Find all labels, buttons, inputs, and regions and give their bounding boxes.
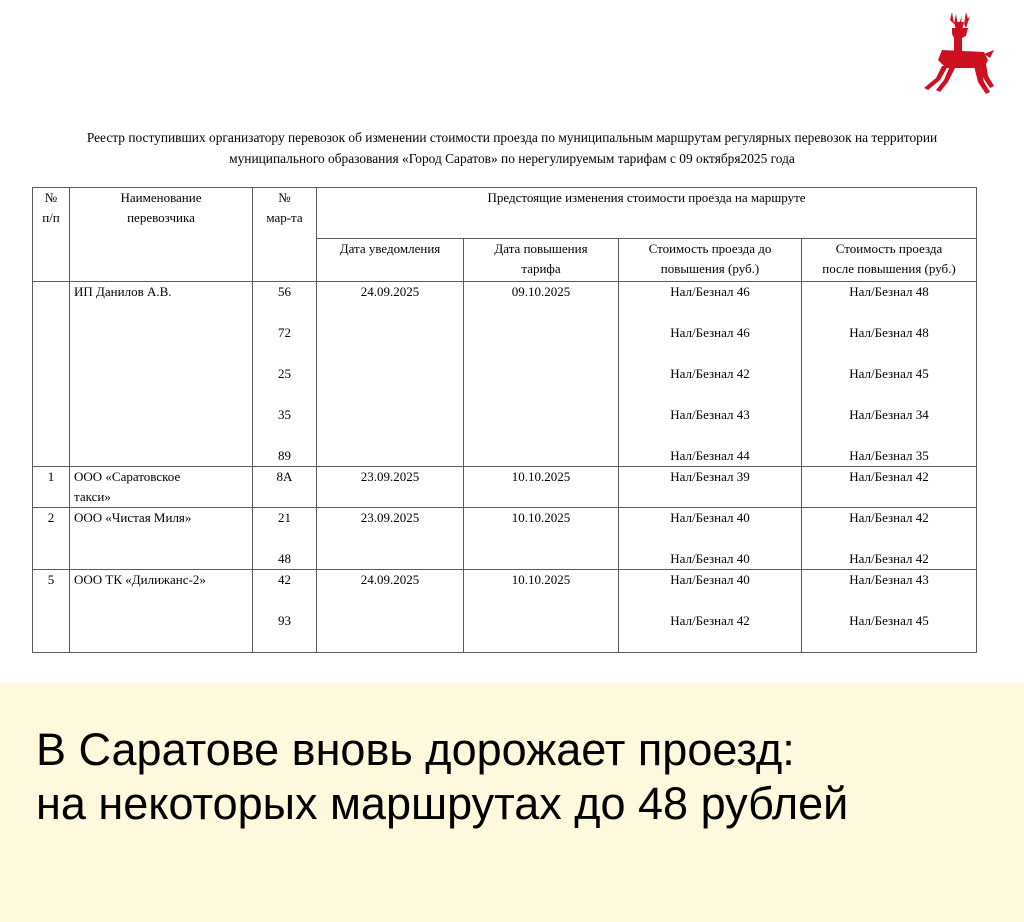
row-notice-date: 24.09.2025 (317, 570, 464, 653)
row-price-before: Нал/Безнал 39 (619, 467, 802, 508)
row-num: 2 (33, 508, 70, 570)
row-notice-date: 23.09.2025 (317, 467, 464, 508)
row-carrier: ООО «Чистая Миля» (70, 508, 253, 570)
row-num (33, 282, 70, 467)
header-price-before: Стоимость проезда до повышения (руб.) (619, 239, 802, 282)
row-carrier: ИП Данилов А.В. (70, 282, 253, 467)
table-row (33, 282, 977, 467)
carrier-registry-table (32, 187, 977, 653)
row-price-before: Нал/Безнал 40 Нал/Безнал 40 (619, 508, 802, 570)
document-title-line1: Реестр поступивших организатору перевозок об изменении стоимости проезда по муниципальным маршрутам регулярных перевозок на территории (86, 130, 938, 145)
headline-line1: В Саратове вновь дорожает проезд: (36, 724, 795, 775)
headline (36, 723, 848, 831)
deer-emblem-icon (918, 10, 996, 94)
row-carrier: ООО ТК «Дилижанс-2» (70, 570, 253, 653)
row-notice-date: 23.09.2025 (317, 508, 464, 570)
table-row (33, 508, 977, 570)
row-raise-date: 10.10.2025 (464, 508, 619, 570)
header-notice-date: Дата уведомления (317, 239, 464, 282)
row-routes: 8А (253, 467, 317, 508)
row-routes: 21 48 (253, 508, 317, 570)
row-notice-date: 24.09.2025 (317, 282, 464, 467)
row-price-after: Нал/Безнал 42 Нал/Безнал 42 (802, 508, 977, 570)
row-price-after: Нал/Безнал 43 Нал/Безнал 45 (802, 570, 977, 653)
row-raise-date: 10.10.2025 (464, 467, 619, 508)
header-route: № мар-та (253, 188, 317, 282)
row-price-before: Нал/Безнал 46 Нал/Безнал 46 Нал/Безнал 42 Нал/Безнал 43 Нал/Безнал 44 (619, 282, 802, 467)
row-carrier: ООО «Саратовское такси» (70, 467, 253, 508)
table-row (33, 570, 977, 653)
document-title (0, 127, 1024, 169)
document-title-line2: муниципального образования «Город Саратов» по нерегулируемым тарифам с 09 октября2025 года (229, 151, 795, 166)
header-raise-date: Дата повышения тарифа (464, 239, 619, 282)
row-num: 5 (33, 570, 70, 653)
header-price-after: Стоимость проезда после повышения (руб.) (802, 239, 977, 282)
row-routes: 42 93 (253, 570, 317, 653)
header-num: № п/п (33, 188, 70, 282)
headline-line2: на некоторых маршрутах до 48 рублей (36, 778, 849, 829)
header-carrier: Наименование перевозчика (70, 188, 253, 282)
row-price-after: Нал/Безнал 42 (802, 467, 977, 508)
row-raise-date: 10.10.2025 (464, 570, 619, 653)
row-price-before: Нал/Безнал 40 Нал/Безнал 42 (619, 570, 802, 653)
row-price-after: Нал/Безнал 48 Нал/Безнал 48 Нал/Безнал 45 Нал/Безнал 34 Нал/Безнал 35 (802, 282, 977, 467)
row-raise-date: 09.10.2025 (464, 282, 619, 467)
row-num: 1 (33, 467, 70, 508)
row-routes: 56 72 25 35 89 (253, 282, 317, 467)
table-row (33, 467, 977, 508)
header-group: Предстоящие изменения стоимости проезда на маршруте (317, 188, 977, 239)
